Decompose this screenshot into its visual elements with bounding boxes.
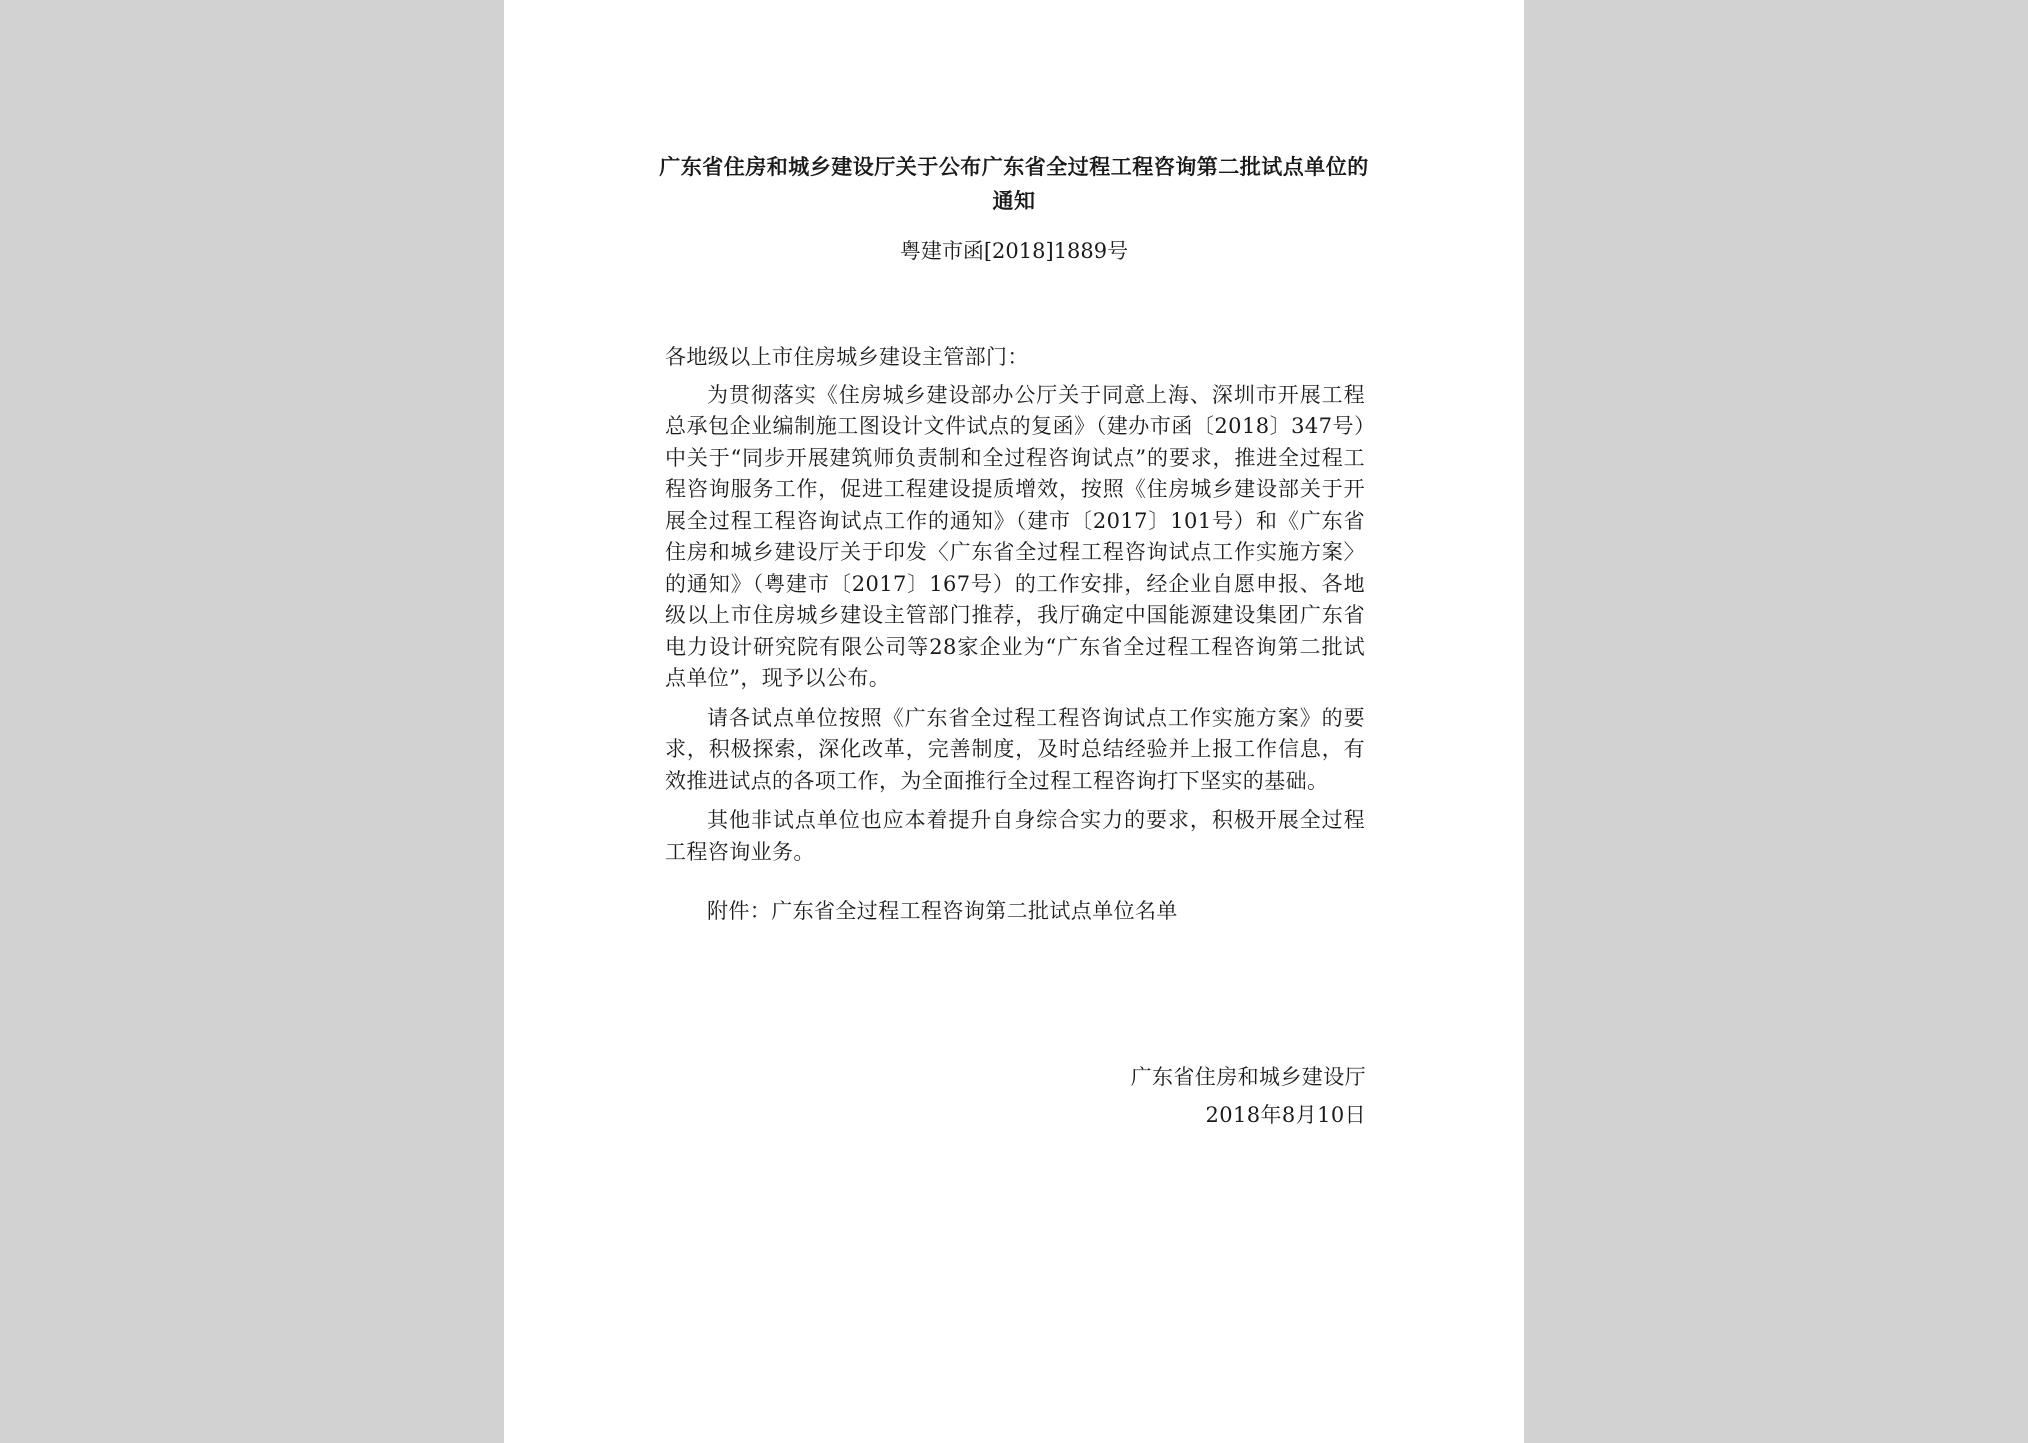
salutation: 各地级以上市住房城乡建设主管部门：	[665, 345, 1029, 369]
signature-block	[1064, 1058, 1366, 1134]
document-number: 粤建市函[2018]1889号	[899, 239, 1129, 263]
issue-date: 2018年8月10日	[1205, 1103, 1366, 1127]
attachment-note: 附件：广东省全过程工程咨询第二批试点单位名单	[707, 899, 1178, 923]
paragraph-3: 其他非试点单位也应本着提升自身综合实力的要求，积极开展全过程工程咨询业务。	[665, 808, 1365, 864]
document-body	[665, 342, 1365, 928]
paragraph-2: 请各试点单位按照《广东省全过程工程咨询试点工作实施方案》的要求，积极探索，深化改革，完善制度，及时总结经验并上报工作信息，有效推进试点的各项工作，为全面推行全过程工程咨询打下坚实的基础。	[665, 705, 1365, 793]
document-page	[504, 0, 1524, 1443]
issuer-name: 广东省住房和城乡建设厅	[1130, 1065, 1366, 1089]
document-title: 广东省住房和城乡建设厅关于公布广东省全过程工程咨询第二批试点单位的通知	[659, 155, 1369, 213]
paragraph-1: 为贯彻落实《住房城乡建设部办公厅关于同意上海、深圳市开展工程总承包企业编制施工图设计文件试点的复函》（建办市函〔2018〕347号）中关于“同步开展建筑师负责制和全过程咨询试点”的要求，推进全过程工程咨询服务工作，促进工程建设提质增效，按照《住房城乡建设部关于开展全过程工程咨询试点工作的通知》（建市〔2017〕101号）和《广东省住房和城乡建设厅关于印发〈广东省全过程工程咨询试点工作实施方案〉的通知》（粤建市〔2017〕167号）的工作安排，经企业自愿申报、各地级以上市住房城乡建设主管部门推荐，我厅确定中国能源建设集团广东省电力设计研究院有限公司等28家企业为“广东省全过程工程咨询第二批试点单位”，现予以公布。	[665, 382, 1365, 690]
